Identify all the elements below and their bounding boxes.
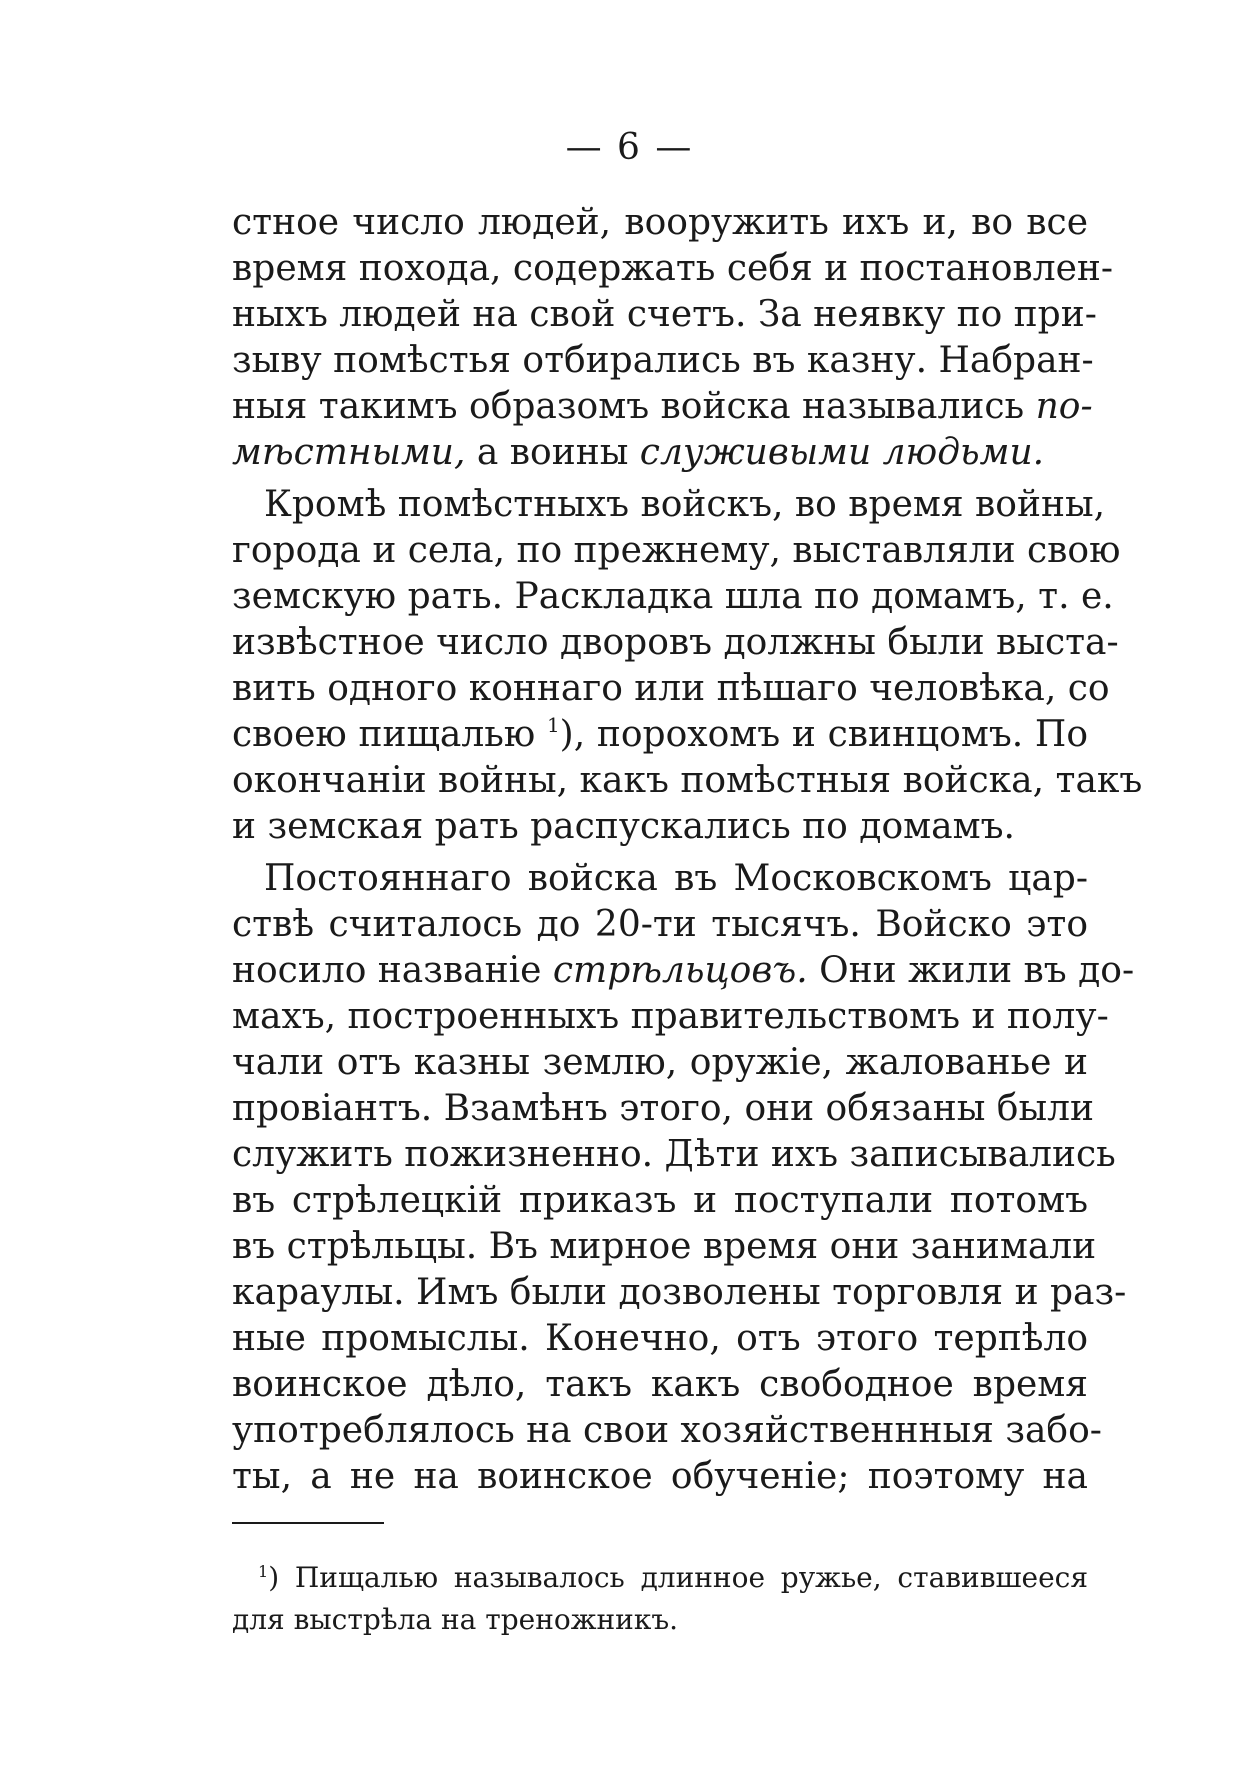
text-line: чали отъ казны землю, оружiе, жалованье и <box>232 1042 1088 1083</box>
text-line: ствѣ считалось до 20-ти тысячъ. Войско это <box>232 904 1088 945</box>
text-line: употреблялось на свои хозяйственнныя забо- <box>232 1410 1102 1451</box>
text-line: караулы. Имъ были дозволены торговля и раз- <box>232 1272 1127 1313</box>
italic-term: мѣстными, <box>232 432 466 473</box>
text-line: Кромѣ помѣстныхъ войскъ, во время войны, <box>264 484 1106 525</box>
text-line: служить пожизненно. Дѣти ихъ записывались <box>232 1134 1116 1175</box>
text-line: ты, а не на воинское обученiе; поэтому на <box>232 1456 1088 1497</box>
italic-term: по- <box>1035 386 1093 427</box>
text-line: зыву помѣстья отбирались въ казну. Набран- <box>232 340 1094 381</box>
text-run: носило названiе <box>232 950 553 991</box>
text-line: воинское дѣло, такъ какъ свободное время <box>232 1364 1088 1405</box>
text-run: а воины <box>465 432 640 473</box>
footnote-divider <box>232 1522 384 1524</box>
text-run: ), порохомъ и свинцомъ. По <box>559 714 1088 755</box>
text-line: ныхъ людей на свой счетъ. За неявку по при- <box>232 294 1097 335</box>
text-line: въ стрѣлецкiй приказъ и поступали потомъ <box>232 1180 1088 1221</box>
footnote <box>232 1557 1088 1641</box>
text-line: извѣстное число дворовъ должны были выста- <box>232 622 1119 663</box>
text-line: вить одного коннаго или пѣшаго человѣка, со <box>232 668 1110 709</box>
text-line: города и села, по прежнему, выставляли свою <box>232 530 1121 571</box>
text-run: ныя такимъ образомъ войска назывались <box>232 386 1036 427</box>
text-line <box>232 948 1135 994</box>
paragraph-3 <box>232 856 1135 1500</box>
italic-term: служивыми людьми. <box>639 432 1045 473</box>
footnote-marker: 1 <box>258 1562 269 1581</box>
paragraph-2 <box>232 482 1143 850</box>
text-run: своею пищалью <box>232 714 547 755</box>
italic-term: стрѣльцовъ. <box>552 950 808 991</box>
footnote-line <box>232 1557 1088 1599</box>
text-line: и земская рать распускались по домамъ. <box>232 806 1015 847</box>
text-line: ные промыслы. Конечно, отъ этого терпѣло <box>232 1318 1088 1359</box>
text-line: земскую рать. Раскладка шла по домамъ, т. е. <box>232 576 1114 617</box>
text-line <box>232 384 1093 430</box>
text-line: время похода, содержать себя и постановлен- <box>232 248 1114 289</box>
body-text <box>232 200 1143 1500</box>
text-line: махъ, построенныхъ правительствомъ и полу- <box>232 996 1109 1037</box>
text-line: въ стрѣльцы. Въ мирное время они занимали <box>232 1226 1097 1267</box>
text-line <box>232 430 1088 476</box>
footnote-reference[interactable]: 1 <box>546 713 560 737</box>
paragraph-1 <box>232 200 1114 476</box>
text-line: провiантъ. Взамѣнъ этого, они обязаны были <box>232 1088 1094 1129</box>
footnote-line: для выстрѣла на треножникъ. <box>232 1603 679 1636</box>
text-line: стное число людей, вооружить ихъ и, во все <box>232 202 1088 243</box>
page-number: — 6 — <box>565 127 694 168</box>
text-line: окончанiи войны, какъ помѣстныя войска, такъ <box>232 760 1143 801</box>
footnote-text: ) Пищалью называлось длинное ружье, ставившееся <box>268 1561 1088 1594</box>
text-run: Они жили въ до- <box>807 950 1135 991</box>
text-line <box>232 712 1088 758</box>
text-line: Постояннаго войска въ Московскомъ цар- <box>264 858 1088 899</box>
